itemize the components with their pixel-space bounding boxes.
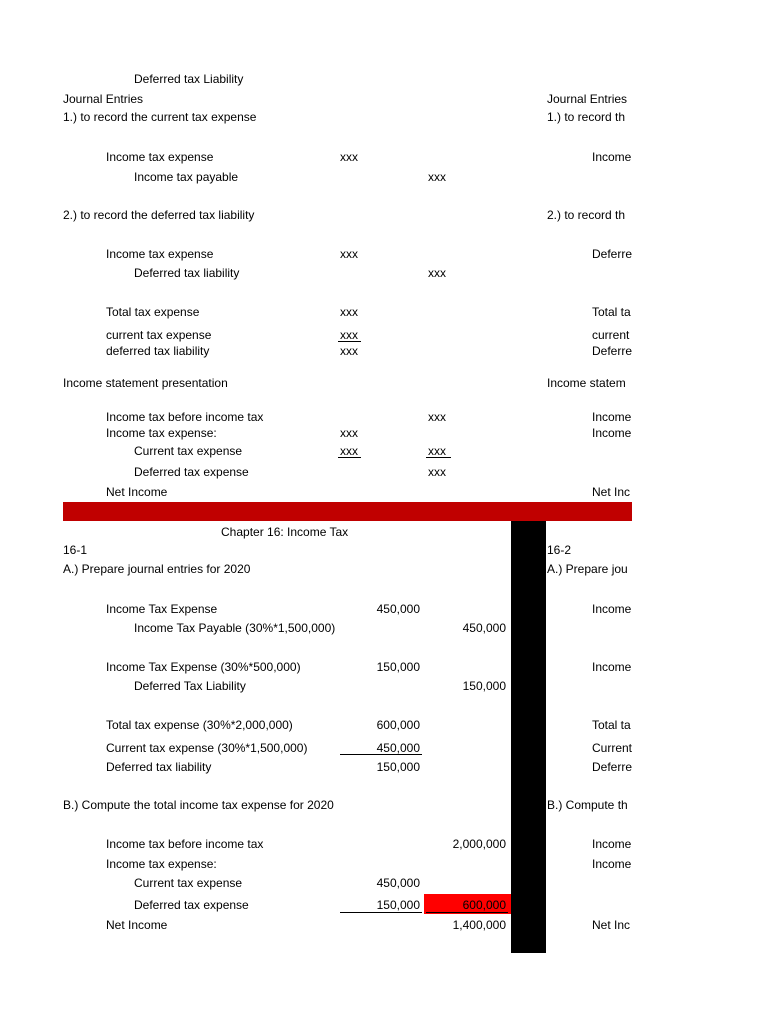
right-text: Income (592, 426, 632, 440)
is-value: xxx (428, 465, 446, 479)
black-column-bar (511, 521, 546, 953)
right-text: Deferre (592, 344, 632, 358)
right-heading: Journal Entries (547, 92, 628, 106)
is-value: xxx (340, 426, 358, 440)
right-text: current (592, 328, 630, 342)
right-text: 16-2 (547, 543, 572, 557)
debit-value: 150,000 (376, 660, 420, 674)
is-label: Income tax expense: (106, 857, 217, 871)
underline (340, 754, 422, 755)
underline (338, 341, 361, 342)
credit-value: 150,000 (462, 679, 506, 693)
current-value: xxx (340, 328, 358, 342)
right-text: Deferre (592, 760, 632, 774)
is-label: Current tax expense (134, 876, 243, 890)
total-value: xxx (340, 305, 358, 319)
section-title: Deferred tax Liability (134, 72, 244, 86)
underline (338, 457, 361, 458)
right-text: Income (592, 150, 632, 164)
credit-value: xxx (428, 266, 446, 280)
is-label: Income tax before income tax (106, 837, 264, 851)
right-text: 1.) to record th (547, 110, 626, 124)
is-label: Income tax before income tax (106, 410, 264, 424)
deferred-value: 150,000 (376, 760, 420, 774)
step1-label: 1.) to record the current tax expense (63, 110, 257, 124)
right-text: Income (592, 410, 632, 424)
entry-label: Income Tax Payable (30%*1,500,000) (134, 621, 336, 635)
current-value: 450,000 (376, 741, 420, 755)
net-label: Net Income (106, 918, 168, 932)
right-text: Current (592, 741, 632, 755)
debit-value: 450,000 (376, 602, 420, 616)
is-value: 150,000 (376, 898, 420, 912)
current-label: Current tax expense (30%*1,500,000) (106, 741, 308, 755)
current-label: current tax expense (106, 328, 212, 342)
entry-label: Income Tax Expense (106, 602, 218, 616)
entry-label: Income tax payable (134, 170, 239, 184)
presentation-heading: Income statement presentation (63, 376, 228, 390)
entry-label: Income tax expense (106, 150, 214, 164)
underline (340, 912, 422, 913)
net-label: Net Income (106, 485, 168, 499)
is-value: 2,000,000 (452, 837, 506, 851)
right-text: Net Inc (592, 485, 631, 499)
underline (426, 912, 508, 913)
entry-label: Deferred Tax Liability (134, 679, 246, 693)
right-text: Total ta (592, 718, 631, 732)
right-text: Income (592, 837, 632, 851)
entry-label: Deferred tax liability (134, 266, 240, 280)
right-text: 2.) to record th (547, 208, 626, 222)
right-text: Deferre (592, 247, 632, 261)
entry-label: Income tax expense (106, 247, 214, 261)
is-label: Deferred tax expense (134, 898, 249, 912)
red-divider-bar (63, 502, 632, 521)
entry-label: Income Tax Expense (30%*500,000) (106, 660, 301, 674)
total-label: Total tax expense (30%*2,000,000) (106, 718, 293, 732)
total-value: 600,000 (376, 718, 420, 732)
deferred-label: Deferred tax liability (106, 760, 212, 774)
step2-label: 2.) to record the deferred tax liability (63, 208, 255, 222)
right-text: Income (592, 602, 632, 616)
right-text: Total ta (592, 305, 631, 319)
right-text: Income (592, 660, 632, 674)
deferred-label: deferred tax liability (106, 344, 210, 358)
part-b-label: B.) Compute the total income tax expense for 2020 (63, 798, 334, 812)
journal-entries-heading: Journal Entries (63, 92, 144, 106)
part-a-label: A.) Prepare journal entries for 2020 (63, 562, 251, 576)
credit-value: 450,000 (462, 621, 506, 635)
debit-value: xxx (340, 150, 358, 164)
is-label: Current tax expense (134, 444, 243, 458)
is-label: Deferred tax expense (134, 465, 249, 479)
right-text: Income (592, 857, 632, 871)
is-value: 450,000 (376, 876, 420, 890)
right-text: B.) Compute th (547, 798, 628, 812)
credit-value: xxx (428, 170, 446, 184)
net-value: 1,400,000 (452, 918, 506, 932)
is-value: xxx (428, 444, 446, 458)
is-value: xxx (340, 444, 358, 458)
right-text: Income statem (547, 376, 626, 390)
deferred-value: xxx (340, 344, 358, 358)
is-value: xxx (428, 410, 446, 424)
highlighted-total-value: 600,000 (462, 898, 506, 912)
problem-number: 16-1 (63, 543, 88, 557)
underline (426, 457, 451, 458)
right-text: Net Inc (592, 918, 631, 932)
debit-value: xxx (340, 247, 358, 261)
total-label: Total tax expense (106, 305, 200, 319)
chapter-title: Chapter 16: Income Tax (221, 525, 349, 539)
is-label: Income tax expense: (106, 426, 217, 440)
right-text: A.) Prepare jou (547, 562, 628, 576)
